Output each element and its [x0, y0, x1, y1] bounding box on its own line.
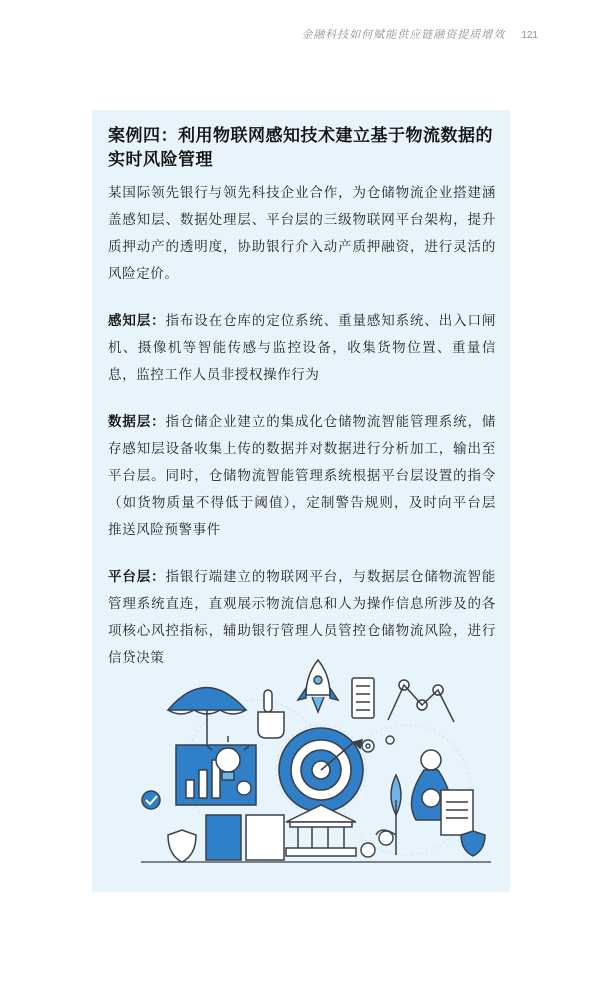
section-term: 数据层：: [108, 414, 166, 430]
case-intro: 某国际领先银行与领先科技企业合作，为仓储物流企业搭建涵盖感知层、数据处理层、平台层的三级物联网平台架构，提升质押动产的透明度，协助银行介入动产质押融资，进行灵活的风险定价。: [108, 185, 496, 282]
fintech-illustration: [106, 650, 496, 885]
growth-chart-icon: [388, 680, 454, 722]
section-term: 平台层：: [108, 569, 166, 585]
target-icon: [279, 728, 363, 812]
pointing-hand-icon: [258, 690, 284, 738]
gear-icon: [362, 736, 394, 752]
case-title: 案例四：利用物联网感知技术建立基于物流数据的实时风险管理: [108, 126, 493, 170]
section-term: 感知层：: [108, 313, 166, 329]
document-icon: [441, 790, 473, 835]
section-text: 指布设在仓库的定位系统、重量感知系统、出入口闸机、摄像机等智能传感与监控设备，收集货物位置、重量信息，监控工作人员非授权操作行为: [108, 313, 496, 383]
section-data-layer: [108, 409, 496, 544]
section-text: 指银行端建立的物联网平台，与数据层仓储物流智能管理系统直连，直观展示物流信息和人为操作信息所涉及的各项核心风控指标，辅助银行管理人员管控仓储物流风险，进行信贷决策: [108, 569, 496, 666]
database-icon: [206, 815, 284, 860]
running-title: 金融科技如何赋能供应链融资提质增效: [301, 28, 506, 41]
bar-chart-screen-icon: [176, 745, 256, 805]
section-perception-layer: [108, 308, 496, 389]
rocket-icon: [298, 660, 338, 712]
page-number: 121: [521, 30, 538, 41]
section-text: 指仓储企业建立的集成化仓储物流智能管理系统，储存感知层设备收集上传的数据并对数据进行分析加工，输出至平台层。同时，仓储物流智能管理系统根据平台层设置的指令（如货物质量不得低于阈值），定制警告规则，及时向平台层推送风险预警事件: [108, 414, 496, 538]
calendar-icon: [352, 678, 374, 718]
umbrella-icon: [168, 688, 246, 746]
running-head: [301, 26, 538, 42]
case-study-box: [92, 110, 510, 892]
checkmark-icon: [142, 791, 160, 809]
